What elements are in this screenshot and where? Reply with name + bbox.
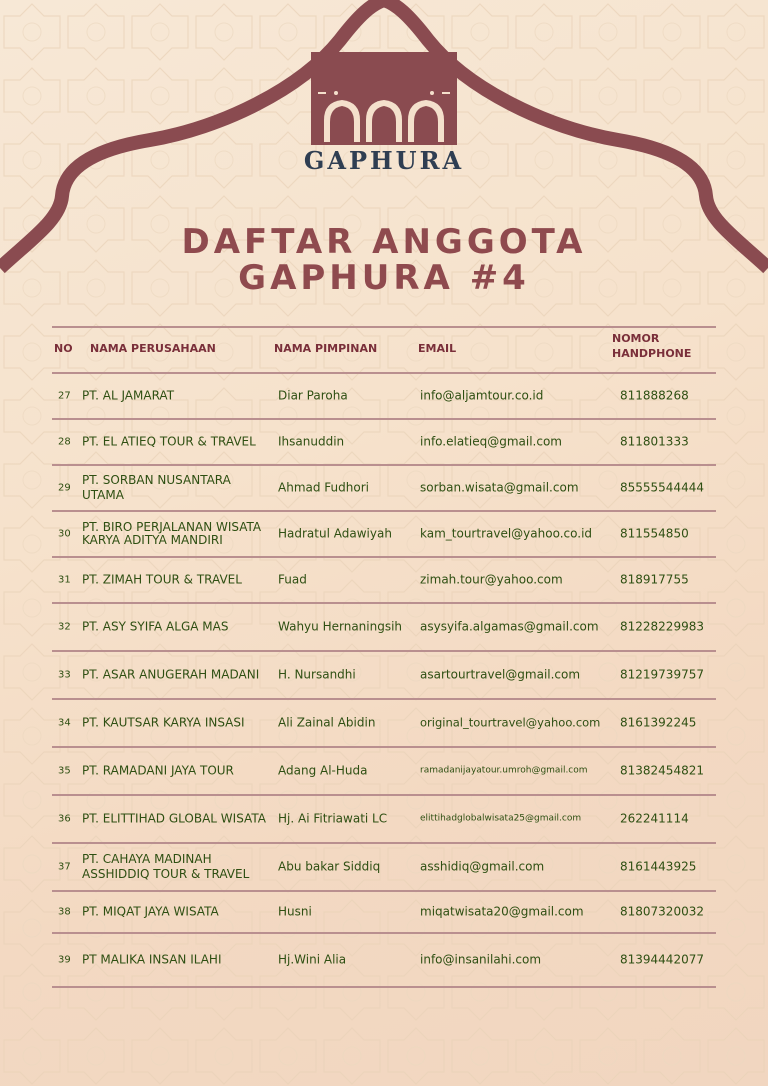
row-leader: Hj. Ai Fitriawati LC — [278, 811, 388, 826]
row-email: info@aljamtour.co.id — [420, 388, 544, 403]
row-company: PT. RAMADANI JAYA TOUR — [82, 763, 234, 778]
row-email: elittihadglobalwisata25@gmail.com — [420, 813, 582, 824]
table-row — [52, 558, 716, 604]
table-row — [52, 604, 716, 652]
table-row — [52, 652, 716, 700]
page-title-line-1: DAFTAR ANGGOTA — [181, 222, 587, 262]
table-row — [52, 796, 716, 844]
header-leader: NAMA PIMPINAN — [274, 342, 378, 355]
header-phone-line2: HANDPHONE — [612, 347, 692, 360]
row-phone: 81228229983 — [620, 619, 704, 634]
row-phone: 811554850 — [620, 526, 689, 541]
row-email: zimah.tour@yahoo.com — [420, 572, 563, 587]
row-phone: 85555544444 — [620, 480, 704, 495]
row-company: PT. AL JAMARAT — [82, 388, 175, 403]
row-leader: Fuad — [278, 572, 307, 587]
row-leader: Abu bakar Siddiq — [278, 859, 381, 874]
row-email: miqatwisata20@gmail.com — [420, 904, 584, 919]
row-phone: 8161392245 — [620, 715, 697, 730]
row-email: sorban.wisata@gmail.com — [420, 480, 579, 495]
row-leader: Ali Zainal Abidin — [278, 715, 376, 730]
row-company: PT. ASY SYIFA ALGA MAS — [82, 619, 229, 634]
row-no: 33 — [58, 669, 71, 681]
row-company: PT. SORBAN NUSANTARA UTAMA — [82, 473, 231, 502]
page-title-line-2: GAPHURA #4 — [238, 258, 530, 298]
row-phone: 818917755 — [620, 572, 689, 587]
row-company: PT. ZIMAH TOUR & TRAVEL — [82, 572, 242, 587]
row-email: kam_tourtravel@yahoo.co.id — [420, 526, 593, 541]
row-no: 27 — [58, 390, 71, 402]
row-email: original_tourtravel@yahoo.com — [420, 715, 601, 730]
row-phone: 811801333 — [620, 434, 689, 449]
row-no: 35 — [58, 765, 71, 777]
row-no: 30 — [58, 528, 71, 540]
table-row — [52, 420, 716, 466]
row-company: PT. ELITTIHAD GLOBAL WISATA — [82, 811, 266, 826]
table-row — [52, 374, 716, 420]
row-no: 31 — [58, 574, 71, 586]
member-table — [52, 326, 716, 988]
table-row — [52, 466, 716, 512]
row-phone: 81394442077 — [620, 952, 704, 967]
table-row — [52, 844, 716, 892]
row-email: info.elatieq@gmail.com — [420, 434, 562, 449]
table-row — [52, 700, 716, 748]
row-phone: 8161443925 — [620, 859, 697, 874]
table-header — [52, 326, 716, 374]
row-no: 38 — [58, 906, 71, 918]
row-no: 36 — [58, 813, 71, 825]
row-email: asartourtravel@gmail.com — [420, 667, 581, 682]
row-company: PT MALIKA INSAN ILAHI — [82, 952, 222, 967]
row-email: info@insanilahi.com — [420, 952, 542, 967]
row-email: ramadanijayatour.umroh@gmail.com — [420, 765, 588, 776]
table-row — [52, 892, 716, 934]
row-phone: 81219739757 — [620, 667, 704, 682]
row-no: 37 — [58, 861, 71, 873]
row-phone: 81382454821 — [620, 763, 704, 778]
row-leader: Adang Al-Huda — [278, 763, 368, 778]
row-phone: 811888268 — [620, 388, 689, 403]
row-phone: 262241114 — [620, 811, 689, 826]
header-phone-line1: NOMOR — [612, 332, 660, 345]
row-company: PT. ASAR ANUGERAH MADANI — [82, 667, 260, 682]
row-leader: Hadratul Adawiyah — [278, 526, 392, 541]
table-row — [52, 512, 716, 558]
row-company: PT. KAUTSAR KARYA INSASI — [82, 715, 245, 730]
row-leader: Ahmad Fudhori — [278, 480, 369, 495]
row-phone: 81807320032 — [620, 904, 704, 919]
header-no: NO — [54, 342, 73, 355]
row-company: PT. MIQAT JAYA WISATA — [82, 904, 219, 919]
header-company: NAMA PERUSAHAAN — [90, 342, 216, 355]
row-leader: Diar Paroha — [278, 388, 348, 403]
row-no: 28 — [58, 436, 71, 448]
row-no: 29 — [58, 482, 71, 494]
row-leader: Ihsanuddin — [278, 434, 345, 449]
header-phone — [612, 331, 712, 361]
row-no: 39 — [58, 954, 71, 966]
row-leader: Hj.Wini Alia — [278, 952, 347, 967]
table-row — [52, 748, 716, 796]
row-leader: H. Nursandhi — [278, 667, 356, 682]
table-row — [52, 934, 716, 988]
row-email: asysyifa.algamas@gmail.com — [420, 619, 599, 634]
row-leader: Husni — [278, 904, 312, 919]
row-no: 32 — [58, 621, 71, 633]
row-company: PT. CAHAYA MADINAH ASSHIDDIQ TOUR & TRAVEL — [82, 852, 250, 881]
header-email: EMAIL — [418, 342, 457, 355]
row-company: PT. BIRO PERJALANAN WISATA KARYA ADITYA MANDIRI — [82, 520, 262, 547]
logo-wordmark: GAPHURA — [303, 146, 465, 175]
row-company: PT. EL ATIEQ TOUR & TRAVEL — [82, 434, 256, 449]
row-no: 34 — [58, 717, 71, 729]
row-email: asshidiq@gmail.com — [420, 859, 545, 874]
row-leader: Wahyu Hernaningsih — [278, 619, 403, 634]
